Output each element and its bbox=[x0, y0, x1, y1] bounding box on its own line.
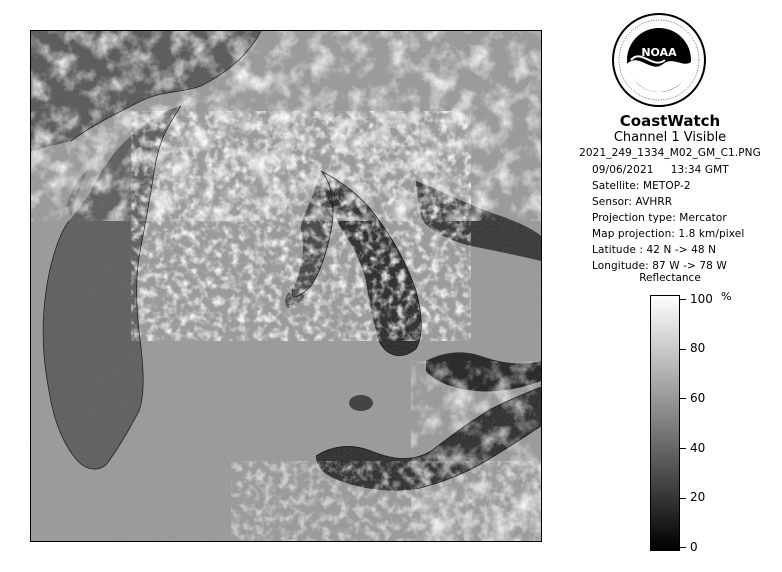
noaa-logo bbox=[611, 12, 707, 108]
tick-label: 80 bbox=[690, 341, 706, 355]
tick-mark bbox=[680, 448, 686, 449]
lake-st-clair bbox=[349, 395, 373, 411]
projection-type: Projection type: Mercator bbox=[592, 212, 727, 224]
tick-label: 40 bbox=[690, 441, 706, 455]
title: CoastWatch bbox=[619, 112, 721, 130]
logo-text: NOAA bbox=[641, 46, 677, 59]
legend-title: Reflectance bbox=[639, 272, 701, 284]
tick-mark bbox=[680, 349, 686, 350]
datetime: 09/06/2021 13:34 GMT bbox=[592, 164, 729, 176]
subtitle: Channel 1 Visible bbox=[613, 130, 727, 145]
sensor: Sensor: AVHRR bbox=[592, 196, 673, 208]
legend-unit: % bbox=[721, 290, 732, 303]
satellite: Satellite: METOP-2 bbox=[592, 180, 691, 192]
tick-mark bbox=[680, 498, 686, 499]
longitude: Longitude: 87 W -> 78 W bbox=[592, 260, 727, 272]
reflectance-colorbar bbox=[650, 295, 680, 551]
map-projection: Map projection: 1.8 km/pixel bbox=[592, 228, 745, 240]
filename: 2021_249_1334_M02_GM_C1.PNG bbox=[579, 147, 761, 159]
tick-mark bbox=[680, 547, 686, 548]
tick-label: 100 bbox=[690, 292, 713, 306]
latitude: Latitude : 42 N -> 48 N bbox=[592, 244, 717, 256]
tick-mark bbox=[680, 299, 686, 300]
satellite-image bbox=[30, 30, 542, 542]
tick-label: 20 bbox=[690, 490, 706, 504]
tick-label: 60 bbox=[690, 391, 706, 405]
tick-mark bbox=[680, 398, 686, 399]
tick-label: 0 bbox=[690, 540, 698, 554]
info-panel bbox=[558, 0, 782, 572]
